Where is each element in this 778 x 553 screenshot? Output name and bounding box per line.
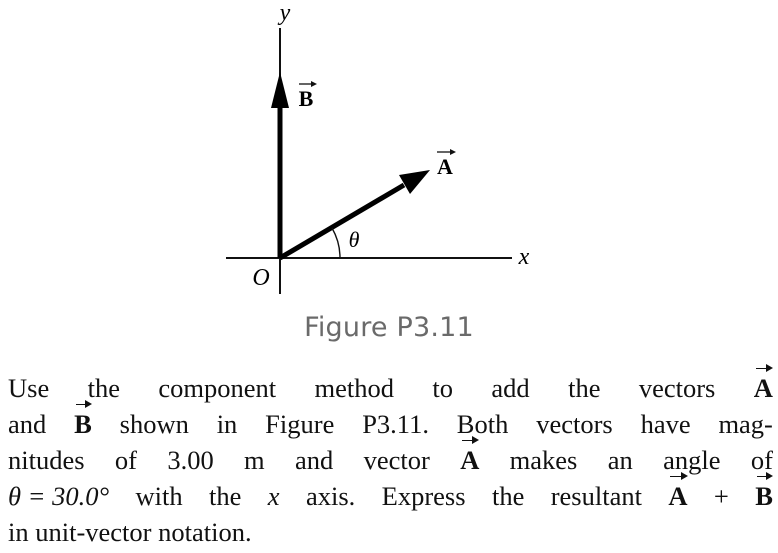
word: have [640,409,691,439]
word: 3.00 [167,445,214,475]
word: the [568,373,601,403]
y-axis-label: y [279,0,291,26]
word: of [114,445,137,475]
plus-sign: + [713,481,729,511]
word: resultant [550,481,642,511]
vector-b-label: B [298,86,314,111]
word: axis. [305,481,356,511]
figure-caption: Figure P3.11 [304,312,474,343]
vector-a-arrowhead [399,170,430,194]
word: of [750,445,773,475]
angle-equation: θ = 30.0° [8,481,110,511]
problem-line-1 [8,370,773,406]
word: and [295,445,334,475]
vector-b-symbol: B [74,406,92,442]
vector-a-symbol: A [754,370,773,406]
word: mag- [718,409,773,439]
problem-line-4 [8,478,773,514]
x-axis-symbol: x [267,481,280,511]
word: the [209,481,242,511]
vector-a-label-arrowhead [450,149,456,155]
word: and [8,409,47,439]
origin-label: O [252,265,270,291]
word: the [491,481,525,511]
problem-line-3 [8,442,773,478]
word: Express [381,481,466,511]
problem-line-2 [8,406,773,442]
vector-a-shaft [280,185,404,258]
word: method [314,373,395,403]
vector-a-symbol: A [668,478,687,514]
x-axis-label: x [518,244,530,270]
word: Both [456,409,509,439]
word: nitudes [8,445,85,475]
word: makes [509,445,578,475]
word: add [491,373,530,403]
word: vectors [638,373,716,403]
word: in [216,409,238,439]
word: Use [8,373,50,403]
word: the [87,373,120,403]
problem-text [8,370,773,550]
word: angle [663,445,721,475]
problem-line-5 [8,514,773,550]
vector-b-symbol: B [755,478,773,514]
vector-b-label-arrowhead [311,81,317,87]
word: m [244,445,265,475]
word: an [607,445,633,475]
vector-a-label: A [437,154,453,179]
word: shown [119,409,189,439]
word: Figure [265,409,335,439]
angle-arc [332,228,340,258]
word: vectors [536,409,613,439]
angle-label: θ [348,227,360,252]
vector-a-symbol: A [460,442,479,478]
line-text: in unit-vector notation. [8,517,252,547]
word: P3.11. [362,409,429,439]
word: vector [363,445,430,475]
word: to [432,373,454,403]
word: with [135,481,183,511]
vector-b-arrowhead [271,72,289,108]
word: component [158,373,277,403]
